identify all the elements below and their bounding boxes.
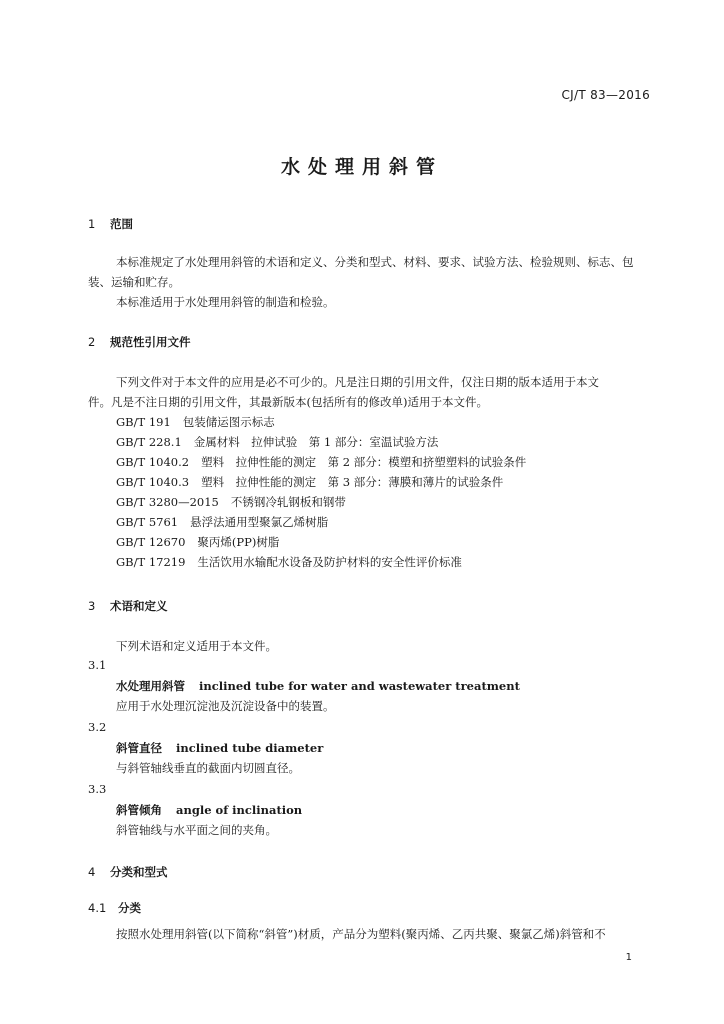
section-3-heading [88, 598, 168, 614]
section-title: 术语和定义 [110, 599, 168, 613]
page-number: 1 [625, 952, 632, 963]
reference-title: 塑料 拉伸性能的测定 第 3 部分：薄膜和薄片的试验条件 [201, 475, 504, 489]
term-entry [116, 740, 323, 756]
reference-code: GB/T 12670 [116, 535, 186, 549]
reference-code: GB/T 1040.2 [116, 455, 190, 469]
term-entry [116, 678, 520, 694]
reference-item [116, 494, 346, 510]
page-title: 水处理用斜管 [280, 156, 443, 178]
reference-code: GB/T 17219 [116, 555, 186, 569]
reference-title: 金属材料 拉伸试验 第 1 部分：室温试验方法 [193, 435, 439, 449]
paragraph: 本标准规定了水处理用斜管的术语和定义、分类和型式、材料、要求、试验方法、检验规则、标志、包 [116, 255, 634, 269]
reference-code: GB/T 228.1 [116, 435, 182, 449]
term-chinese: 斜管直径 [116, 741, 162, 755]
section-number: 2 [88, 335, 96, 349]
term-number: 3.3 [88, 782, 107, 796]
reference-title: 包装储运图示标志 [182, 415, 275, 429]
reference-item [116, 534, 279, 550]
reference-item [116, 554, 462, 570]
term-chinese: 斜管倾角 [116, 803, 162, 817]
term-number: 3.1 [88, 658, 107, 672]
reference-title: 生活饮用水输配水设备及防护材料的安全性评价标准 [197, 555, 462, 569]
term-chinese: 水处理用斜管 [116, 679, 185, 693]
section-number: 1 [88, 217, 96, 231]
reference-code: GB/T 1040.3 [116, 475, 190, 489]
reference-item [116, 414, 275, 430]
section-title: 规范性引用文件 [110, 335, 191, 349]
subsection-number: 4.1 [88, 901, 107, 915]
section-number: 4 [88, 865, 96, 879]
reference-code: GB/T 5761 [116, 515, 179, 529]
term-english: inclined tube for water and wastewater treatment [199, 679, 520, 693]
paragraph: 下列文件对于本文件的应用是必不可少的。凡是注日期的引用文件，仅注日期的版本适用于本文 [116, 375, 599, 389]
term-definition: 斜管轴线与水平面之间的夹角。 [116, 823, 277, 837]
paragraph: 下列术语和定义适用于本文件。 [116, 639, 277, 653]
section-title: 分类和型式 [110, 865, 168, 879]
term-definition: 与斜管轴线垂直的截面内切圆直径。 [116, 761, 300, 775]
reference-title: 悬浮法通用型聚氯乙烯树脂 [190, 515, 329, 529]
term-number: 3.2 [88, 720, 107, 734]
subsection-4-1-heading [88, 900, 141, 916]
subsection-title: 分类 [118, 901, 141, 915]
section-2-heading [88, 334, 191, 350]
term-entry [116, 802, 302, 818]
section-4-heading [88, 864, 168, 880]
section-title: 范围 [110, 217, 133, 231]
paragraph: 按照水处理用斜管(以下简称“斜管”)材质，产品分为塑料(聚丙烯、乙丙共聚、聚氯乙烯)斜管和不 [116, 927, 606, 941]
reference-title: 聚丙烯(PP)树脂 [197, 535, 280, 549]
reference-code: GB/T 191 [116, 415, 171, 429]
paragraph: 件。凡是不注日期的引用文件，其最新版本(包括所有的修改单)适用于本文件。 [88, 395, 488, 409]
paragraph: 本标准适用于水处理用斜管的制造和检验。 [116, 295, 335, 309]
reference-item [116, 434, 438, 450]
reference-item [116, 454, 526, 470]
reference-title: 不锈钢冷轧钢板和钢带 [230, 495, 346, 509]
term-definition: 应用于水处理沉淀池及沉淀设备中的装置。 [116, 699, 335, 713]
section-number: 3 [88, 599, 96, 613]
standard-number: CJ/T 83—2016 [561, 88, 650, 102]
paragraph: 装、运输和贮存。 [88, 275, 180, 289]
section-1-heading [88, 216, 133, 232]
term-english: inclined tube diameter [176, 741, 324, 755]
reference-title: 塑料 拉伸性能的测定 第 2 部分：模塑和挤塑塑料的试验条件 [201, 455, 527, 469]
reference-item [116, 514, 328, 530]
reference-code: GB/T 3280—2015 [116, 495, 219, 509]
term-english: angle of inclination [176, 803, 303, 817]
reference-item [116, 474, 503, 490]
